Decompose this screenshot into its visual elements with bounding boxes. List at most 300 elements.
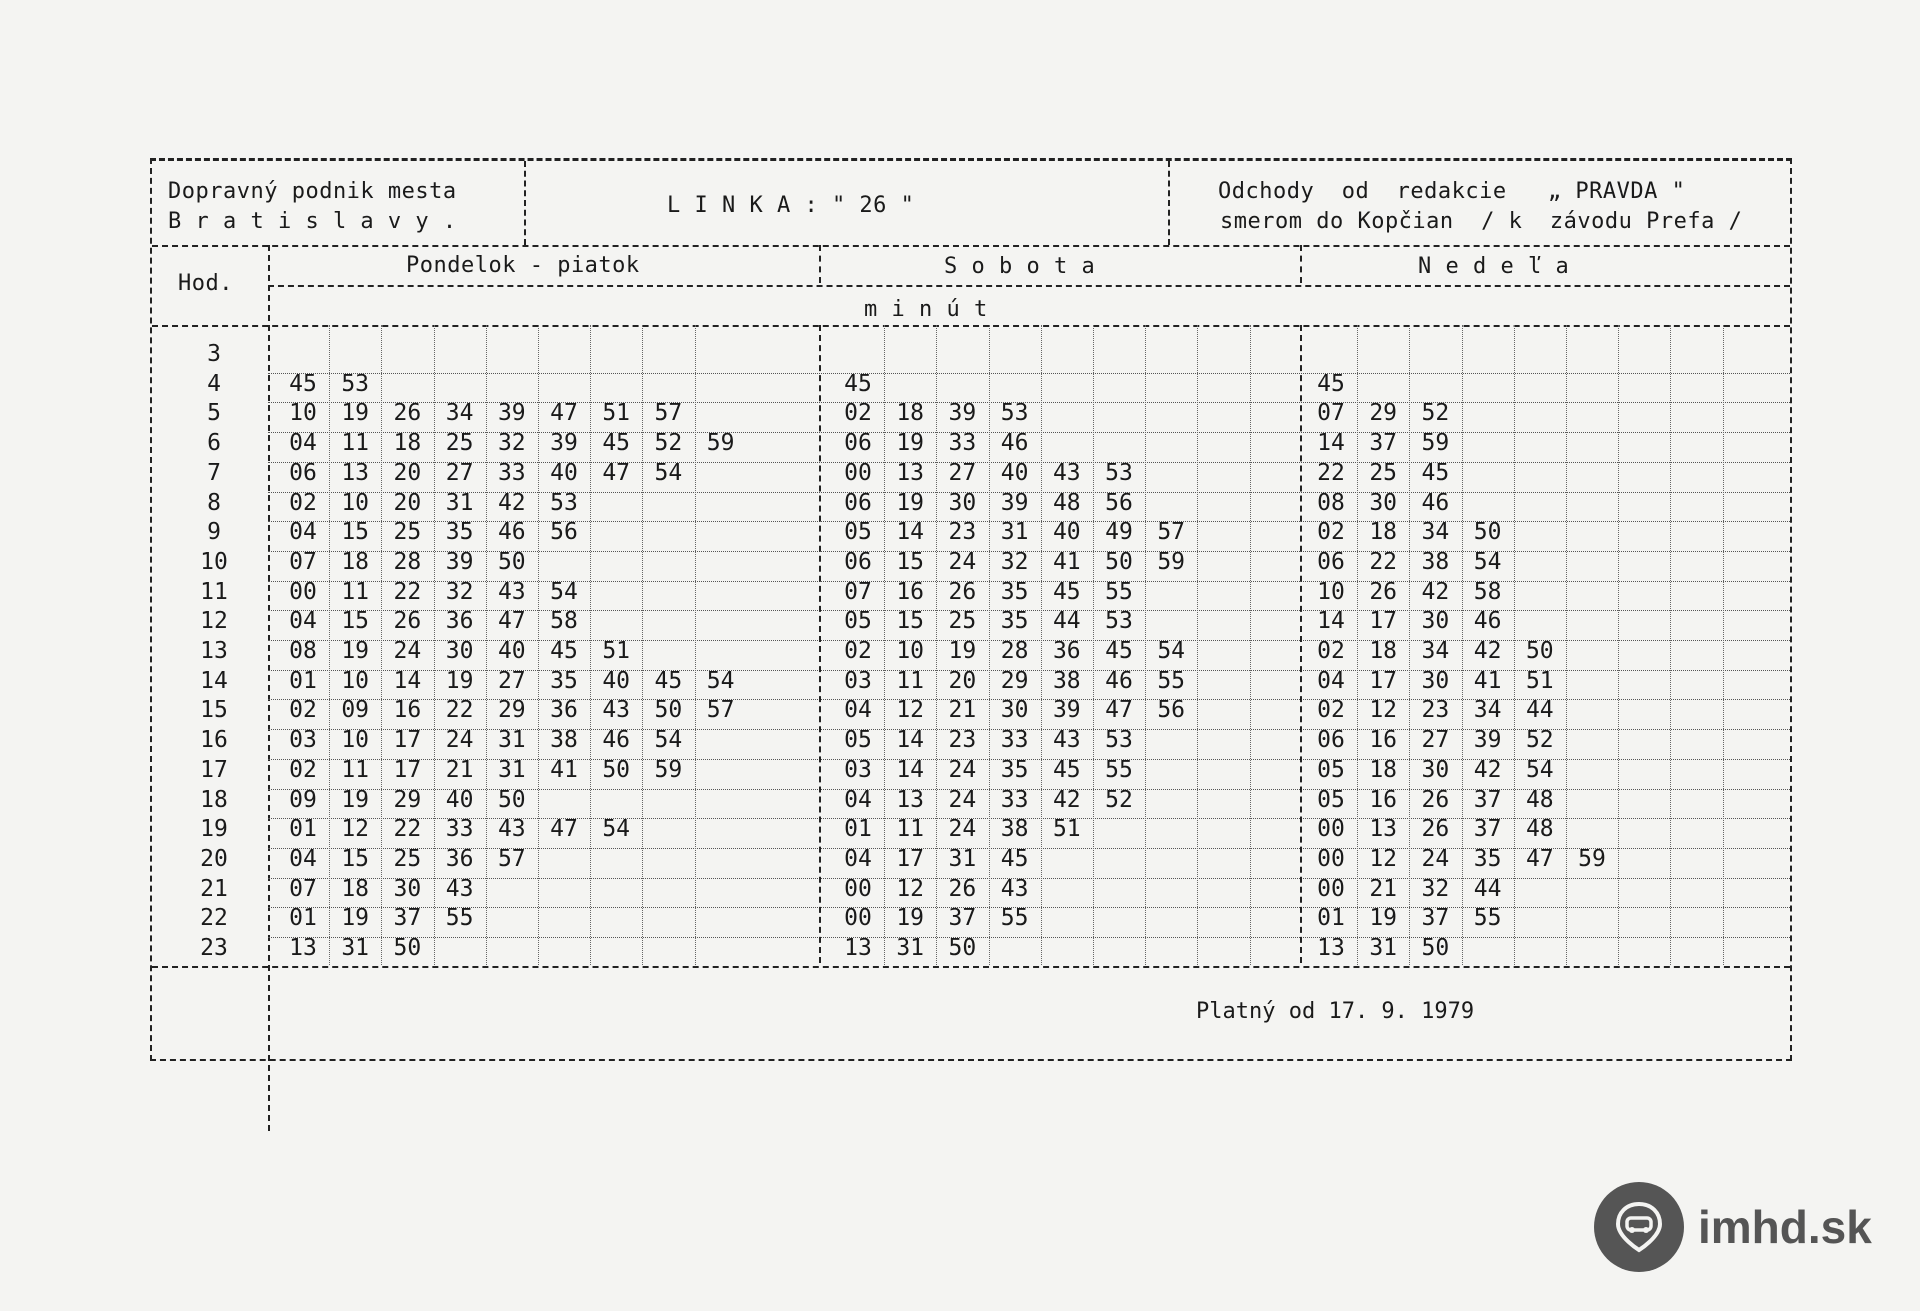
weekday-minute-cell: 09	[341, 697, 370, 724]
saturday-minute-cell: 30	[1000, 697, 1029, 724]
column-separator	[695, 325, 696, 965]
saturday-minute-cell: 04	[844, 786, 872, 813]
saturday-minute-cell: 43	[1000, 875, 1029, 902]
saturday-minute-cell: 35	[1000, 756, 1029, 783]
hour-cell: 21	[200, 875, 228, 902]
saturday-minute-cell: 15	[896, 548, 925, 575]
sunday-minute-cell: 23	[1421, 697, 1450, 724]
weekday-minute-cell: 26	[393, 400, 422, 427]
saturday-minute-cell: 14	[896, 756, 925, 783]
saturday-minute-cell: 18	[896, 400, 925, 427]
saturday-minute-cell: 49	[1105, 519, 1133, 546]
weekday-minute-cell: 30	[445, 638, 474, 664]
column-separator	[1093, 325, 1094, 965]
weekday-minute-cell: 53	[550, 489, 578, 516]
weekday-minute-cell: 16	[393, 697, 422, 724]
saturday-minute-cell: 06	[844, 489, 872, 516]
line-number-title: L I N K A : " 26 "	[667, 193, 915, 218]
saturday-minute-cell: 13	[896, 459, 925, 486]
weekday-minute-cell: 54	[602, 816, 631, 843]
sunday-minute-cell: 50	[1421, 935, 1450, 961]
sunday-minute-cell: 06	[1317, 548, 1345, 575]
sunday-minute-cell: 12	[1369, 697, 1398, 724]
weekday-minute-cell: 54	[654, 727, 683, 754]
saturday-minute-cell: 36	[1052, 638, 1081, 664]
grid-top-line	[152, 325, 1790, 327]
imhd-logo	[1594, 1182, 1872, 1272]
column-separator	[1723, 325, 1724, 965]
sunday-minute-cell: 07	[1317, 400, 1345, 427]
hour-cell: 3	[207, 341, 221, 367]
weekday-minute-cell: 02	[289, 697, 317, 724]
saturday-minute-cell: 45	[1052, 578, 1081, 605]
saturday-minute-cell: 51	[1052, 816, 1081, 843]
column-separator	[1145, 325, 1146, 965]
column-separator	[1041, 325, 1042, 965]
weekday-minute-cell: 40	[550, 459, 578, 486]
column-separator	[538, 325, 539, 965]
hour-cell: 20	[200, 845, 228, 872]
column-separator	[1670, 325, 1671, 965]
weekday-minute-cell: 36	[445, 608, 474, 635]
saturday-minute-cell: 21	[948, 697, 977, 724]
saturday-minute-cell: 50	[1105, 548, 1133, 575]
weekday-minute-cell: 07	[289, 548, 317, 575]
weekday-minute-cell: 50	[497, 786, 526, 813]
sunday-minute-cell: 25	[1369, 459, 1398, 486]
saturday-minute-cell: 40	[1052, 519, 1081, 546]
sunday-minute-cell: 27	[1421, 727, 1450, 754]
hour-cell: 8	[207, 489, 221, 516]
saturday-sunday-divider	[1300, 325, 1302, 963]
weekday-minute-cell: 47	[602, 459, 631, 486]
saturday-minute-cell: 23	[948, 519, 977, 546]
company-name-line2: B r a t i s l a v y .	[168, 209, 457, 234]
saturday-minute-cell: 55	[1105, 578, 1133, 605]
saturday-minute-cell: 29	[1000, 667, 1029, 694]
weekday-minute-cell: 29	[497, 697, 526, 724]
saturday-minute-cell: 26	[948, 578, 977, 605]
weekday-minute-cell: 40	[445, 786, 474, 813]
saturday-minute-cell: 33	[1000, 727, 1029, 754]
sunday-minute-cell: 12	[1369, 845, 1398, 872]
weekday-minute-cell: 51	[602, 638, 631, 664]
saturday-minute-cell: 15	[896, 608, 925, 635]
weekday-saturday-divider-top	[819, 245, 821, 283]
saturday-minute-cell: 20	[948, 667, 977, 694]
saturday-minute-cell: 48	[1052, 489, 1081, 516]
sunday-minute-cell: 58	[1473, 578, 1502, 605]
weekday-minute-cell: 41	[550, 756, 578, 783]
saturday-minute-cell: 31	[1000, 519, 1029, 546]
saturday-minute-cell: 54	[1157, 638, 1186, 664]
saturday-minute-cell: 14	[896, 727, 925, 754]
weekday-minute-cell: 50	[602, 756, 631, 783]
column-separator	[1462, 325, 1463, 965]
sunday-minute-cell: 30	[1421, 756, 1450, 783]
column-separator	[1357, 325, 1358, 965]
weekday-minute-cell: 58	[550, 608, 578, 635]
saturday-minute-cell: 45	[1000, 845, 1029, 872]
sunday-minute-cell: 04	[1317, 667, 1345, 694]
header-divider-1	[524, 161, 526, 245]
saturday-minute-cell: 39	[1000, 489, 1029, 516]
saturday-minute-cell: 56	[1105, 489, 1133, 516]
weekday-minute-cell: 50	[654, 697, 683, 724]
hour-cell: 4	[207, 370, 221, 397]
saturday-minute-cell: 02	[844, 638, 872, 664]
saturday-minute-cell: 28	[1000, 638, 1029, 664]
weekday-minute-cell: 43	[497, 816, 526, 843]
weekday-minute-cell: 13	[289, 935, 317, 961]
saturday-minute-cell: 46	[1105, 667, 1133, 694]
subheader-line	[268, 285, 1790, 287]
weekday-minute-cell: 25	[445, 430, 474, 457]
weekday-minute-cell: 19	[341, 638, 370, 664]
weekday-minute-cell: 46	[497, 519, 526, 546]
sunday-minute-cell: 00	[1317, 875, 1345, 902]
weekday-minute-cell: 00	[289, 578, 317, 605]
saturday-minute-cell: 43	[1052, 727, 1081, 754]
weekday-minute-cell: 17	[393, 727, 422, 754]
weekday-minute-cell: 10	[289, 400, 317, 427]
sunday-minute-cell: 18	[1369, 519, 1398, 546]
weekday-minute-cell: 17	[393, 756, 422, 783]
weekday-minute-cell: 59	[706, 430, 735, 457]
header-divider-2	[1168, 161, 1170, 245]
weekday-minute-cell: 43	[497, 578, 526, 605]
sunday-minute-cell: 10	[1317, 578, 1345, 605]
saturday-minute-cell: 19	[896, 489, 925, 516]
saturday-minute-cell: 33	[948, 430, 977, 457]
sunday-minute-cell: 32	[1421, 875, 1450, 902]
weekday-minute-cell: 24	[445, 727, 474, 754]
saturday-minute-cell: 46	[1000, 430, 1029, 457]
saturday-minute-cell: 04	[844, 845, 872, 872]
hour-cell: 12	[200, 608, 228, 635]
weekday-minute-cell: 45	[602, 430, 631, 457]
sunday-minute-cell: 41	[1473, 667, 1502, 694]
sunday-minute-cell: 16	[1369, 727, 1398, 754]
saturday-minute-cell: 45	[1052, 756, 1081, 783]
weekday-minute-cell: 02	[289, 756, 317, 783]
saturday-minute-cell: 32	[1000, 548, 1029, 575]
saturday-minute-cell: 11	[896, 816, 925, 843]
weekday-minute-cell: 39	[550, 430, 578, 457]
sunday-minute-cell: 52	[1525, 727, 1554, 754]
column-separator	[329, 325, 330, 965]
column-separator	[486, 325, 487, 965]
sunday-minute-cell: 34	[1421, 519, 1450, 546]
weekday-minute-cell: 13	[341, 459, 370, 486]
saturday-minute-cell: 43	[1052, 459, 1081, 486]
weekday-minute-cell: 11	[341, 430, 370, 457]
weekday-minute-cell: 57	[706, 697, 735, 724]
saturday-minute-cell: 03	[844, 667, 872, 694]
weekday-minute-cell: 50	[497, 548, 526, 575]
saturday-minute-cell: 19	[948, 638, 977, 664]
weekday-minute-cell: 18	[341, 875, 370, 902]
weekday-minute-cell: 01	[289, 667, 317, 694]
departures-line2: smerom do Kopčian / k závodu Prefa /	[1220, 209, 1743, 234]
sunday-minute-cell: 48	[1525, 786, 1554, 813]
sunday-minute-cell: 59	[1421, 430, 1450, 457]
weekday-minute-cell: 40	[497, 638, 526, 664]
sunday-minute-cell: 17	[1369, 608, 1398, 635]
hour-cell: 22	[200, 905, 228, 932]
weekday-minute-cell: 10	[341, 489, 370, 516]
sunday-minute-cell: 24	[1421, 845, 1450, 872]
sunday-minute-cell: 29	[1369, 400, 1398, 427]
saturday-minute-cell: 13	[896, 786, 925, 813]
brand-text: imhd.sk	[1698, 1201, 1872, 1253]
saturday-minute-cell: 31	[948, 845, 977, 872]
hour-cell: 6	[207, 430, 221, 457]
saturday-minute-cell: 55	[1000, 905, 1029, 932]
hour-cell: 16	[200, 727, 228, 754]
sunday-minute-cell: 26	[1421, 816, 1450, 843]
saturday-minute-cell: 57	[1157, 519, 1186, 546]
column-separator	[381, 325, 382, 965]
weekday-minute-cell: 27	[497, 667, 526, 694]
saturday-minute-cell: 16	[896, 578, 925, 605]
weekday-minute-cell: 01	[289, 905, 317, 932]
weekday-minute-cell: 07	[289, 875, 317, 902]
weekday-minute-cell: 39	[445, 548, 474, 575]
sunday-minute-cell: 05	[1317, 786, 1345, 813]
weekday-minute-cell: 43	[445, 875, 474, 902]
weekday-minute-cell: 37	[393, 905, 422, 932]
saturday-minute-cell: 24	[948, 756, 977, 783]
weekday-minute-cell: 21	[445, 756, 474, 783]
weekday-minute-cell: 50	[393, 935, 422, 961]
weekday-minute-cell: 19	[341, 786, 370, 813]
weekday-minute-cell: 47	[497, 608, 526, 635]
saturday-minute-cell: 24	[948, 786, 977, 813]
weekday-minute-cell: 53	[341, 370, 370, 397]
weekday-minute-cell: 34	[445, 400, 474, 427]
weekday-minute-cell: 26	[393, 608, 422, 635]
saturday-minute-cell: 19	[896, 430, 925, 457]
weekday-minute-cell: 33	[497, 459, 526, 486]
weekday-minute-cell: 04	[289, 519, 317, 546]
weekday-minute-cell: 22	[393, 578, 422, 605]
sunday-minute-cell: 30	[1421, 667, 1450, 694]
sunday-minute-cell: 45	[1421, 459, 1450, 486]
saturday-minute-cell: 06	[844, 548, 872, 575]
sunday-minute-cell: 14	[1317, 430, 1345, 457]
sunday-minute-cell: 22	[1317, 459, 1345, 486]
column-separator	[989, 325, 990, 965]
weekday-minute-cell: 45	[289, 370, 317, 397]
saturday-minute-cell: 24	[948, 548, 977, 575]
column-separator	[434, 325, 435, 965]
sunday-minute-cell: 46	[1421, 489, 1450, 516]
weekday-minute-cell: 19	[341, 400, 370, 427]
weekday-minute-cell: 22	[445, 697, 474, 724]
grid-bottom-line	[152, 966, 1790, 968]
saturday-minute-cell: 41	[1052, 548, 1081, 575]
sunday-minute-cell: 21	[1369, 875, 1398, 902]
sunday-minute-cell: 26	[1421, 786, 1450, 813]
sunday-minute-cell: 34	[1473, 697, 1502, 724]
weekday-minute-cell: 35	[445, 519, 474, 546]
weekday-minute-cell: 32	[445, 578, 474, 605]
weekday-minute-cell: 10	[341, 727, 370, 754]
saturday-minute-cell: 50	[948, 935, 977, 961]
column-separator	[884, 325, 885, 965]
sunday-minute-cell: 45	[1317, 370, 1345, 397]
weekday-minute-cell: 15	[341, 608, 370, 635]
departures-line1: Odchody od redakcie „ PRAVDA "	[1218, 179, 1686, 204]
sunday-column-header: N e d e ľ a	[1418, 254, 1570, 279]
weekday-minute-cell: 57	[654, 400, 683, 427]
weekday-minute-cell: 47	[550, 400, 578, 427]
saturday-minute-cell: 40	[1000, 459, 1029, 486]
weekday-minute-cell: 02	[289, 489, 317, 516]
saturday-minute-cell: 55	[1157, 667, 1186, 694]
sunday-minute-cell: 13	[1369, 816, 1398, 843]
saturday-minute-cell: 56	[1157, 697, 1186, 724]
saturday-minute-cell: 27	[948, 459, 977, 486]
column-separator	[1409, 325, 1410, 965]
saturday-minute-cell: 05	[844, 727, 872, 754]
sunday-minute-cell: 44	[1525, 697, 1554, 724]
weekday-minute-cell: 22	[393, 816, 422, 843]
weekday-minute-cell: 24	[393, 638, 422, 664]
sunday-minute-cell: 34	[1421, 638, 1450, 664]
saturday-minute-cell: 44	[1052, 608, 1081, 635]
saturday-minute-cell: 23	[948, 727, 977, 754]
sunday-minute-cell: 37	[1473, 786, 1502, 813]
saturday-minute-cell: 45	[844, 370, 872, 397]
saturday-minute-cell: 11	[896, 667, 925, 694]
saturday-minute-cell: 38	[1052, 667, 1081, 694]
saturday-column-header: S o b o t a	[944, 254, 1096, 279]
hour-cell: 9	[207, 519, 221, 546]
sunday-minute-cell: 52	[1421, 400, 1450, 427]
sunday-minute-cell: 00	[1317, 816, 1345, 843]
sunday-minute-cell: 35	[1473, 845, 1502, 872]
sunday-minute-cell: 01	[1317, 905, 1345, 932]
sunday-minute-cell: 54	[1473, 548, 1502, 575]
sunday-minute-cell: 51	[1525, 667, 1554, 694]
weekday-minute-cell: 32	[497, 430, 526, 457]
column-separator	[936, 325, 937, 965]
saturday-minute-cell: 53	[1000, 400, 1029, 427]
weekday-minute-cell: 31	[497, 727, 526, 754]
weekday-saturday-divider	[819, 325, 821, 963]
saturday-minute-cell: 01	[844, 816, 872, 843]
weekday-minute-cell: 20	[393, 459, 422, 486]
saturday-minute-cell: 30	[948, 489, 977, 516]
saturday-minute-cell: 04	[844, 697, 872, 724]
weekday-minute-cell: 56	[550, 519, 578, 546]
saturday-minute-cell: 53	[1105, 727, 1133, 754]
hour-cell: 23	[200, 935, 228, 961]
weekday-minute-cell: 01	[289, 816, 317, 843]
sunday-minute-cell: 17	[1369, 667, 1398, 694]
weekday-minute-cell: 59	[654, 756, 683, 783]
company-name-line1: Dopravný podnik mesta	[168, 179, 457, 204]
weekday-minute-cell: 36	[550, 697, 578, 724]
weekday-minute-cell: 04	[289, 845, 317, 872]
weekday-minute-cell: 11	[341, 756, 370, 783]
weekday-minute-cell: 27	[445, 459, 474, 486]
sunday-minute-cell: 42	[1421, 578, 1450, 605]
row-separator	[268, 937, 1790, 938]
weekday-minute-cell: 35	[550, 667, 578, 694]
sunday-minute-cell: 00	[1317, 845, 1345, 872]
row-separator	[268, 373, 1790, 374]
weekday-minute-cell: 08	[289, 638, 317, 664]
saturday-minute-cell: 38	[1000, 816, 1029, 843]
saturday-minute-cell: 53	[1105, 608, 1133, 635]
saturday-minute-cell: 35	[1000, 578, 1029, 605]
sunday-minute-cell: 37	[1421, 905, 1450, 932]
saturday-minute-cell: 14	[896, 519, 925, 546]
weekday-minute-cell: 15	[341, 519, 370, 546]
weekday-minute-cell: 54	[654, 459, 683, 486]
saturday-minute-cell: 00	[844, 875, 872, 902]
sunday-minute-cell: 30	[1421, 608, 1450, 635]
valid-from-text: Platný od 17. 9. 1979	[1196, 999, 1475, 1024]
sunday-minute-cell: 50	[1525, 638, 1554, 664]
hour-column-divider	[268, 245, 270, 1131]
sunday-minute-cell: 59	[1578, 845, 1606, 872]
saturday-minute-cell: 03	[844, 756, 872, 783]
weekday-minute-cell: 06	[289, 459, 317, 486]
sunday-minute-cell: 14	[1317, 608, 1345, 635]
column-separator	[1197, 325, 1198, 965]
weekday-minute-cell: 04	[289, 430, 317, 457]
saturday-minute-cell: 37	[948, 905, 977, 932]
weekday-minute-cell: 30	[393, 875, 422, 902]
sunday-minute-cell: 37	[1369, 430, 1398, 457]
saturday-minute-cell: 55	[1105, 756, 1133, 783]
column-separator	[642, 325, 643, 965]
weekday-minute-cell: 25	[393, 845, 422, 872]
weekday-minute-cell: 54	[706, 667, 735, 694]
saturday-minute-cell: 47	[1105, 697, 1133, 724]
sunday-minute-cell: 08	[1317, 489, 1345, 516]
header-bottom-line	[152, 245, 1790, 247]
weekday-minute-cell: 51	[602, 400, 631, 427]
saturday-minute-cell: 02	[844, 400, 872, 427]
column-separator	[1618, 325, 1619, 965]
weekday-minute-cell: 45	[550, 638, 578, 664]
weekday-minute-cell: 14	[393, 667, 422, 694]
saturday-minute-cell: 53	[1105, 459, 1133, 486]
sunday-minute-cell: 44	[1473, 875, 1502, 902]
saturday-minute-cell: 13	[844, 935, 872, 961]
weekday-minute-cell: 46	[602, 727, 631, 754]
hour-cell: 5	[207, 400, 221, 427]
weekday-minute-cell: 18	[393, 430, 422, 457]
saturday-minute-cell: 59	[1157, 548, 1186, 575]
weekday-minute-cell: 52	[654, 430, 683, 457]
saturday-sunday-divider-top	[1300, 245, 1302, 283]
saturday-minute-cell: 17	[896, 845, 925, 872]
saturday-minute-cell: 06	[844, 430, 872, 457]
saturday-minute-cell: 19	[896, 905, 925, 932]
saturday-minute-cell: 39	[948, 400, 977, 427]
weekday-minute-cell: 09	[289, 786, 317, 813]
weekday-minute-cell: 19	[445, 667, 474, 694]
weekday-minute-cell: 43	[602, 697, 631, 724]
hour-cell: 15	[200, 697, 228, 724]
weekday-minute-cell: 19	[341, 905, 370, 932]
